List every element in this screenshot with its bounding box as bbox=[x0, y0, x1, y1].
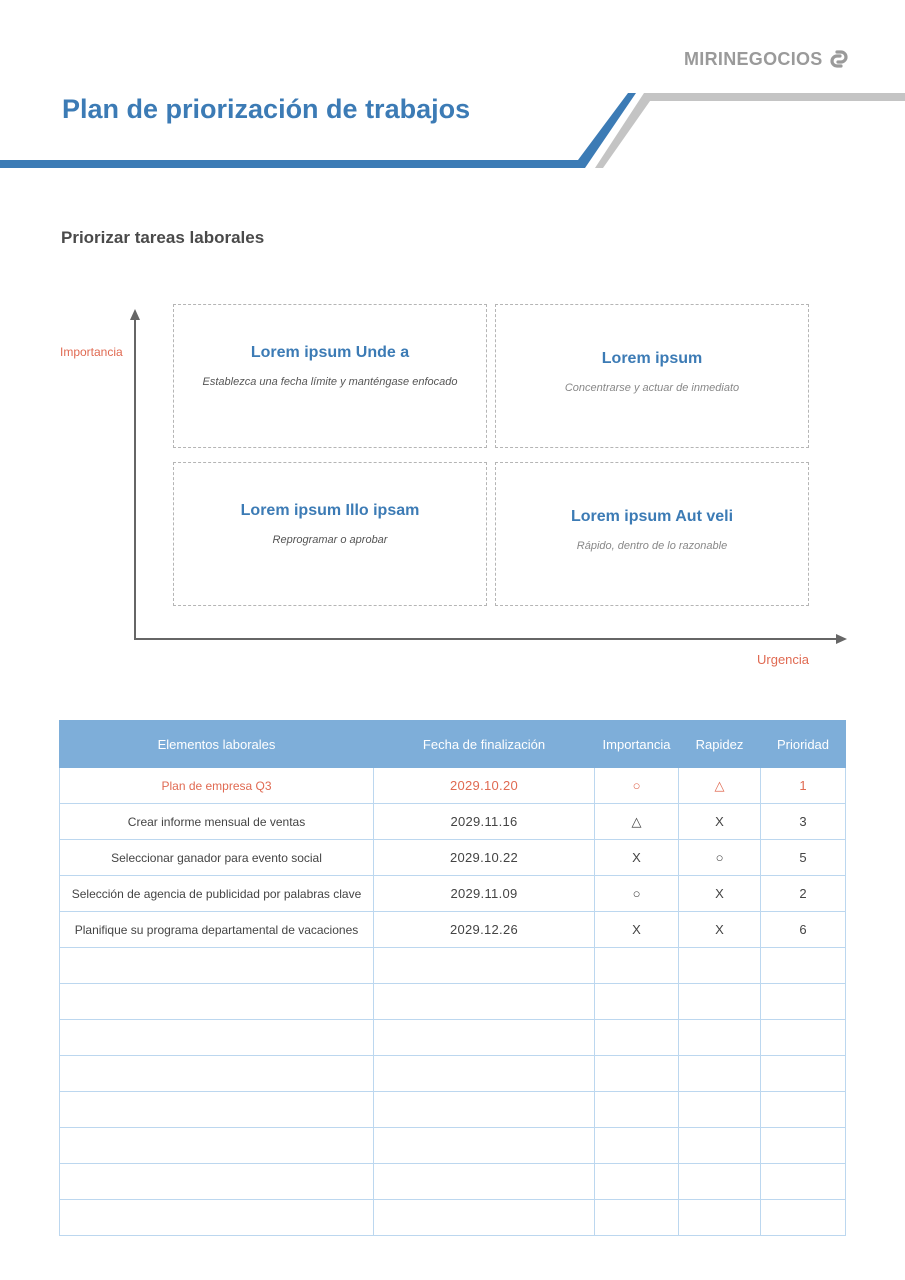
table-row bbox=[60, 840, 846, 876]
table-cell: Crear informe mensual de ventas bbox=[60, 804, 374, 840]
table-cell bbox=[761, 984, 846, 1020]
table-cell: △ bbox=[679, 768, 761, 804]
page-title: Plan de priorización de trabajos bbox=[62, 94, 471, 124]
column-header-priority: Prioridad bbox=[761, 721, 846, 768]
table-cell bbox=[761, 1092, 846, 1128]
quadrant-description: Concentrarse y actuar de inmediato bbox=[564, 382, 740, 394]
table-cell bbox=[595, 1200, 679, 1236]
table-cell: X bbox=[595, 840, 679, 876]
table-cell bbox=[679, 1128, 761, 1164]
table-cell bbox=[679, 948, 761, 984]
table-cell bbox=[595, 1056, 679, 1092]
table-row bbox=[60, 876, 846, 912]
table-cell bbox=[595, 948, 679, 984]
table-cell bbox=[761, 1056, 846, 1092]
table-cell: 6 bbox=[761, 912, 846, 948]
table-cell: 2029.11.09 bbox=[374, 876, 595, 912]
table-cell: 2029.10.20 bbox=[374, 768, 595, 804]
table-cell bbox=[60, 1200, 374, 1236]
table-row bbox=[60, 912, 846, 948]
table-row bbox=[60, 1128, 846, 1164]
table-cell bbox=[679, 1200, 761, 1236]
table-cell: 2 bbox=[761, 876, 846, 912]
table-cell bbox=[595, 984, 679, 1020]
quadrant-title: Lorem ipsum Illo ipsam bbox=[240, 502, 420, 519]
table-cell: 3 bbox=[761, 804, 846, 840]
quadrant-title: Lorem ipsum Unde a bbox=[250, 344, 410, 361]
table-cell: Selección de agencia de publicidad por palabras clave bbox=[60, 876, 374, 912]
table-cell bbox=[60, 984, 374, 1020]
column-header-date: Fecha de finalización bbox=[374, 721, 595, 768]
table-cell: Planifique su programa departamental de vacaciones bbox=[60, 912, 374, 948]
table-cell bbox=[374, 1164, 595, 1200]
y-axis-label: Importancia bbox=[60, 345, 123, 359]
quadrant-description: Rápido, dentro de lo razonable bbox=[576, 540, 728, 552]
table-cell bbox=[374, 1092, 595, 1128]
quadrant-bottom-right bbox=[495, 462, 809, 606]
table-cell bbox=[374, 1056, 595, 1092]
quadrant-description: Establezca una fecha límite y manténgase enfocado bbox=[202, 376, 458, 388]
table-row bbox=[60, 1020, 846, 1056]
work-items-table bbox=[59, 720, 846, 1236]
quadrant-bottom-left bbox=[173, 462, 487, 606]
x-axis-label: Urgencia bbox=[757, 652, 810, 667]
table-cell: ○ bbox=[679, 840, 761, 876]
column-header-importance: Importancia bbox=[595, 721, 679, 768]
table-cell: ○ bbox=[595, 876, 679, 912]
column-header-speed: Rapidez bbox=[679, 721, 761, 768]
table-cell bbox=[595, 1128, 679, 1164]
table-cell bbox=[761, 1020, 846, 1056]
table-cell bbox=[761, 948, 846, 984]
quadrant-top-left bbox=[173, 304, 487, 448]
column-header-items: Elementos laborales bbox=[60, 721, 374, 768]
table-cell bbox=[374, 1200, 595, 1236]
table-cell: △ bbox=[595, 804, 679, 840]
table-cell bbox=[679, 1056, 761, 1092]
table-row bbox=[60, 1164, 846, 1200]
table-cell: X bbox=[679, 876, 761, 912]
brand-name: MIRINEGOCIOS bbox=[684, 48, 823, 69]
table-cell: X bbox=[679, 804, 761, 840]
table-cell bbox=[60, 1092, 374, 1128]
table-cell bbox=[679, 1092, 761, 1128]
table-row bbox=[60, 948, 846, 984]
table-row bbox=[60, 804, 846, 840]
table-cell: 2029.10.22 bbox=[374, 840, 595, 876]
table-cell bbox=[374, 984, 595, 1020]
table-cell bbox=[60, 1020, 374, 1056]
table-cell: ○ bbox=[595, 768, 679, 804]
table-cell: X bbox=[595, 912, 679, 948]
table-cell: 2029.12.26 bbox=[374, 912, 595, 948]
table-cell bbox=[374, 1128, 595, 1164]
table-cell: 1 bbox=[761, 768, 846, 804]
table-cell bbox=[679, 1164, 761, 1200]
table-row bbox=[60, 1056, 846, 1092]
quadrant-top-right bbox=[495, 304, 809, 448]
table-header-row bbox=[60, 721, 846, 768]
quadrant-title: Lorem ipsum Aut veli bbox=[570, 508, 734, 525]
table-cell bbox=[60, 1164, 374, 1200]
table-cell bbox=[679, 1020, 761, 1056]
table-cell bbox=[60, 1056, 374, 1092]
table-cell bbox=[761, 1200, 846, 1236]
table-cell: Seleccionar ganador para evento social bbox=[60, 840, 374, 876]
section-subtitle: Priorizar tareas laborales bbox=[61, 228, 265, 247]
table-row bbox=[60, 984, 846, 1020]
table-cell bbox=[761, 1128, 846, 1164]
table-cell bbox=[595, 1020, 679, 1056]
table-row bbox=[60, 768, 846, 804]
table-cell: 2029.11.16 bbox=[374, 804, 595, 840]
table-cell bbox=[679, 984, 761, 1020]
table-cell bbox=[60, 1128, 374, 1164]
table-cell bbox=[761, 1164, 846, 1200]
quadrant-description: Reprogramar o aprobar bbox=[272, 534, 388, 546]
table-cell bbox=[595, 1092, 679, 1128]
table-cell: 5 bbox=[761, 840, 846, 876]
table-row bbox=[60, 1200, 846, 1236]
table-row bbox=[60, 1092, 846, 1128]
table-cell: X bbox=[679, 912, 761, 948]
table-cell bbox=[595, 1164, 679, 1200]
table-cell bbox=[374, 1020, 595, 1056]
table-cell: Plan de empresa Q3 bbox=[60, 768, 374, 804]
quadrant-title: Lorem ipsum bbox=[601, 350, 703, 367]
table-cell bbox=[60, 948, 374, 984]
table-cell bbox=[374, 948, 595, 984]
